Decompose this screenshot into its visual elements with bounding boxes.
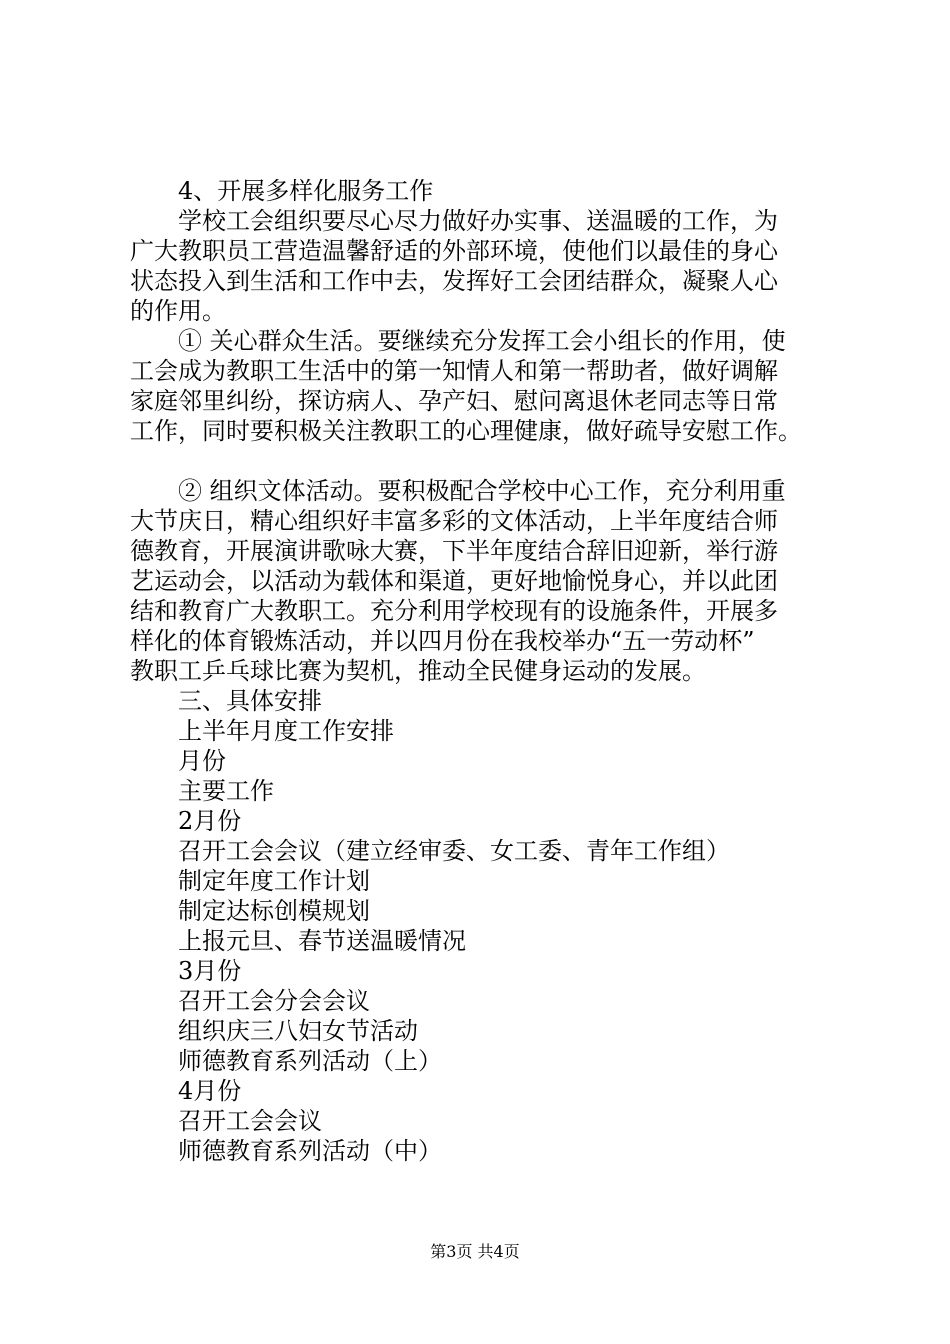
page-footer: 第3页 共4页	[430, 1242, 520, 1261]
paragraph-line: 样化的体育锻炼活动，并以四月份在我校举办“五一劳动杯”	[130, 627, 755, 655]
paragraph-line: 教职工乒乓球比赛为契机，推动全民健身运动的发展。	[130, 657, 706, 685]
paragraph-line: 工作，同时要积极关注教职工的心理健康，做好疏导安慰工作。	[130, 417, 802, 445]
list-item: 3月份	[178, 957, 242, 985]
list-item: 上半年月度工作安排	[178, 717, 394, 745]
paragraph-line: 广大教职员工营造温馨舒适的外部环境，使他们以最佳的身心	[130, 237, 778, 265]
list-item: 师德教育系列活动（上）	[178, 1047, 442, 1075]
list-item: 制定年度工作计划	[178, 867, 370, 895]
paragraph-line: 学校工会组织要尽心尽力做好办实事、送温暖的工作，为	[178, 207, 778, 235]
paragraph-gap	[130, 446, 830, 476]
paragraph-line: 大节庆日，精心组织好丰富多彩的文体活动，上半年度结合师	[130, 507, 778, 535]
list-item: 召开工会分会会议	[178, 987, 370, 1015]
paragraph-line: 家庭邻里纠纷，探访病人、孕产妇、慰问离退休老同志等日常	[130, 387, 778, 415]
paragraph-line: 状态投入到生活和工作中去，发挥好工会团结群众，凝聚人心	[130, 267, 778, 295]
list-item: 月份	[178, 747, 226, 775]
list-item: 上报元旦、春节送温暖情况	[178, 927, 466, 955]
paragraph-line: 工会成为教职工生活中的第一知情人和第一帮助者，做好调解	[130, 357, 778, 385]
paragraph-line: ② 组织文体活动。要积极配合学校中心工作，充分利用重	[178, 477, 786, 505]
list-item: 组织庆三八妇女节活动	[178, 1017, 418, 1045]
list-item: 师德教育系列活动（中）	[178, 1137, 442, 1165]
paragraph-activities	[130, 476, 830, 686]
paragraph-care	[130, 326, 830, 446]
list-item: 召开工会会议	[178, 1107, 322, 1135]
document-body	[130, 176, 830, 1166]
paragraph-service	[130, 206, 830, 326]
list-item: 2月份	[178, 807, 242, 835]
paragraph-line: 德教育，开展演讲歌咏大赛，下半年度结合辞旧迎新，举行游	[130, 537, 778, 565]
list-item: 制定达标创模规划	[178, 897, 370, 925]
list-item: 召开工会会议（建立经审委、女工委、青年工作组）	[178, 837, 730, 865]
paragraph-line: ① 关心群众生活。要继续充分发挥工会小组长的作用，使	[178, 327, 786, 355]
paragraph-line: 结和教育广大教职工。充分利用学校现有的设施条件，开展多	[130, 597, 778, 625]
paragraph-line: 的作用。	[130, 297, 226, 325]
section-heading: 4、开展多样化服务工作	[178, 177, 434, 205]
paragraph-line: 艺运动会，以活动为载体和渠道，更好地愉悦身心，并以此团	[130, 567, 778, 595]
list-item: 三、具体安排	[178, 687, 322, 715]
schedule-list	[130, 686, 830, 1166]
list-item: 主要工作	[178, 777, 274, 805]
list-item: 4月份	[178, 1077, 242, 1105]
